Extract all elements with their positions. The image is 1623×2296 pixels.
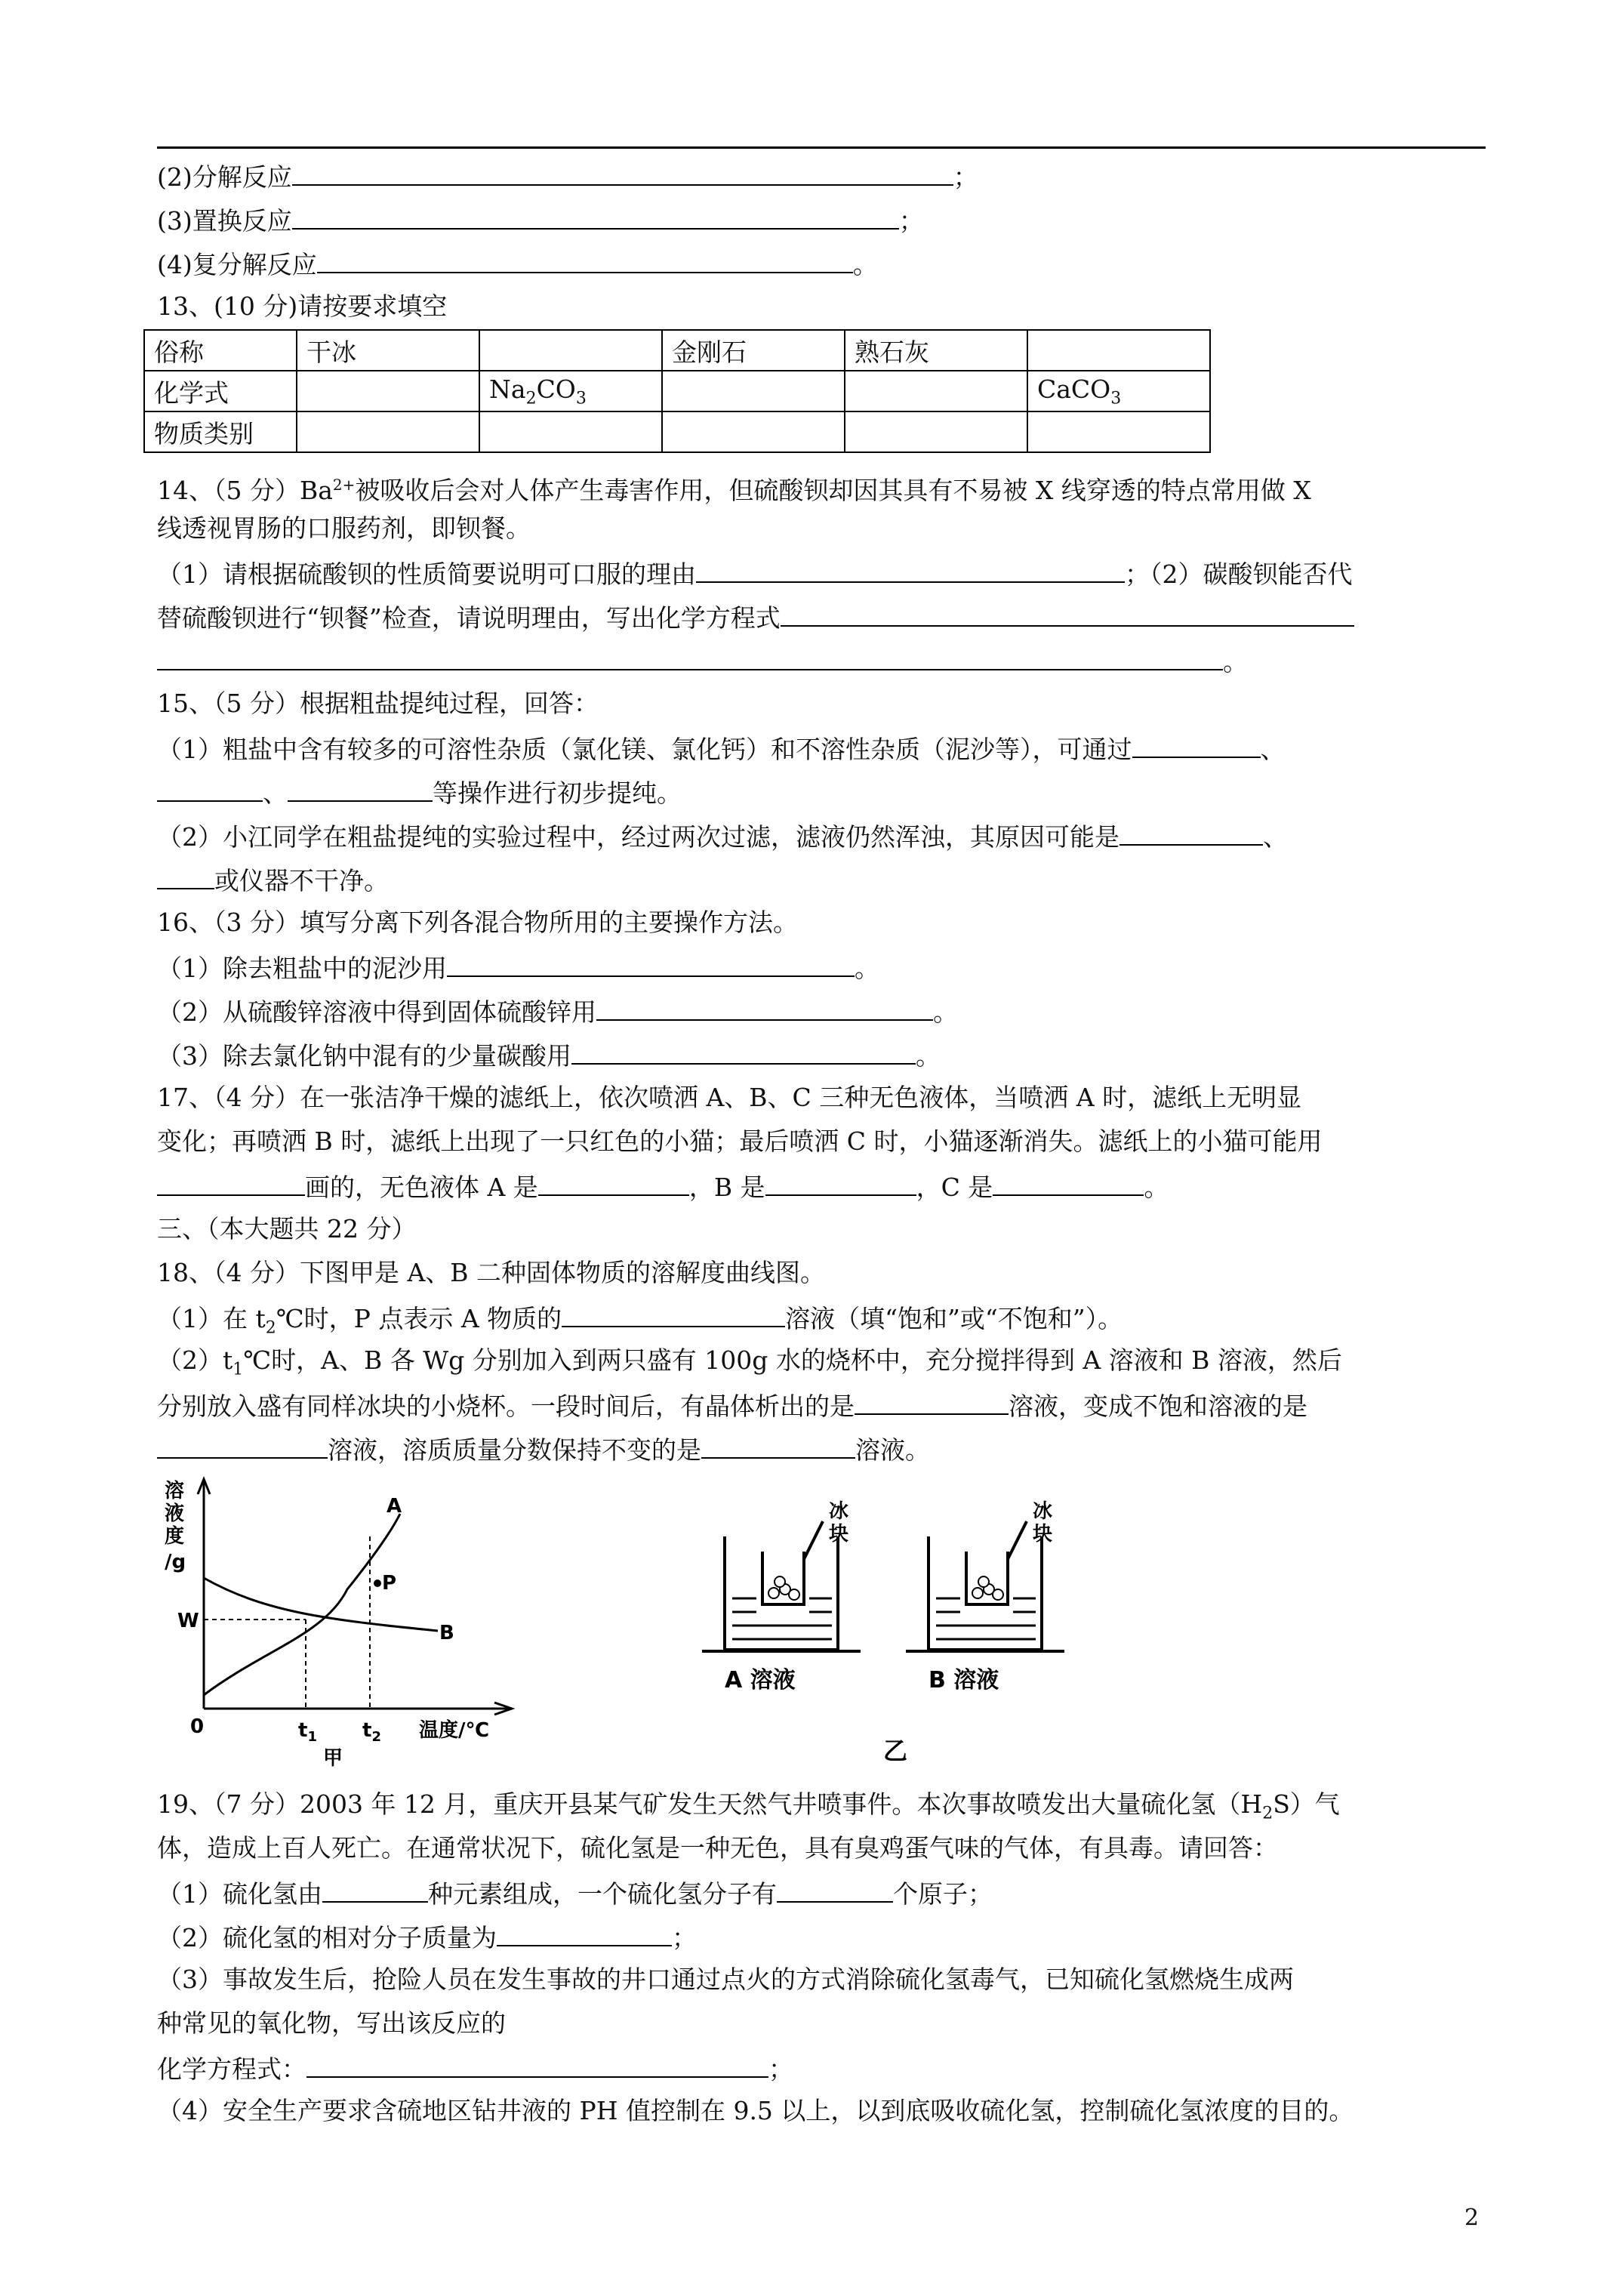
cell-blank: [662, 411, 845, 452]
ice-pointer-a: [804, 1521, 823, 1559]
q16-line-1: 16、（3 分）填写分离下列各混合物所用的主要操作方法。: [157, 908, 798, 937]
x-axis-label: 温度/℃: [419, 1719, 489, 1742]
cell-label-category: 物质类别: [144, 411, 297, 452]
q19-line-5: （3）事故发生后，抢险人员在发生事故的井口通过点火的方式消除硫化氢毒气，已知硫化氢燃烧生成两: [157, 1965, 1294, 1994]
fig-yi-caption: 乙: [883, 1737, 908, 1763]
cell-blank: [297, 371, 479, 411]
q15-line-1: 15、（5 分）根据粗盐提纯过程，回答：: [157, 689, 599, 718]
q19-line-8: （4）安全生产要求含硫地区钻井液的 PH 值控制在 9.5 以上，以到底吸收硫化氢，控制硫化氢浓度的目的。: [157, 2096, 1354, 2125]
cell-label-formula: 化学式: [144, 371, 297, 411]
beaker-b-label: B 溶液: [929, 1667, 999, 1693]
y-label-char: 液: [165, 1502, 185, 1525]
q18-line-4: 分别放入盛有同样冰块的小烧杯。一段时间后，有晶体析出的是 溶液，变成不饱和溶液的是: [157, 1389, 1307, 1422]
q15-line-4: （2）小江同学在粗盐提纯的实验过程中，经过两次过滤，滤液仍然浑浊，其原因可能是 、: [157, 820, 1288, 852]
q15-line-3: 、 等操作进行初步提纯。: [157, 776, 682, 809]
cell-blank: [845, 411, 1027, 452]
cell-na2co3: $Na_2CO_3$: [479, 371, 662, 411]
cell-blank: [479, 330, 662, 371]
cell-blank: [1027, 330, 1210, 371]
q16-line-2: （1）除去粗盐中的泥沙用 。: [157, 951, 879, 984]
fig-jia-caption: 甲: [323, 1747, 343, 1770]
cell-blank: [662, 371, 845, 411]
ice-label: 块: [1033, 1523, 1053, 1546]
q14-line-2: 线透视胃肠的口服药剂，即钡餐。: [157, 513, 531, 543]
ice-label: 冰: [829, 1500, 849, 1523]
y-label-char: /g: [165, 1551, 186, 1573]
t1-label: $t_1$: [298, 1719, 317, 1745]
q19-line-2: 体，造成上百人死亡。在通常状况下，硫化氢是一种无色，具有臭鸡蛋气味的气体，有具毒。请回答：: [157, 1833, 1278, 1863]
q16-line-4: （3）除去氯化钠中混有的少量碳酸用 。: [157, 1039, 941, 1071]
curve-b: [204, 1578, 438, 1631]
cell-diamond: 金刚石: [662, 330, 845, 371]
q14-line-5: 。: [157, 645, 1248, 677]
header-rule: [157, 146, 1486, 149]
q16-line-3: （2）从硫酸锌溶液中得到固体硫酸锌用 。: [157, 995, 958, 1028]
q19-line-7: 化学方程式： ；: [157, 2052, 793, 2085]
cell-dry-ice: 干冰: [297, 330, 479, 371]
solubility-chart: [151, 1469, 528, 1771]
q13-table: [143, 329, 1211, 453]
cell-slaked-lime: 熟石灰: [845, 330, 1027, 371]
q13-title: 13、(10 分)请按要求填空: [157, 291, 448, 321]
q12-line-2: (2)分解反应 ；: [157, 160, 978, 193]
point-p: [374, 1579, 381, 1587]
curve-a-label: A: [387, 1495, 402, 1518]
curve-b-label: B: [439, 1622, 454, 1644]
q12-line-3: (3)置换反应 ；: [157, 204, 924, 236]
page-number: 2: [1464, 2205, 1480, 2231]
q19-line-3: （1）硫化氢由 种元素组成，一个硫化氢分子有 个原子；: [157, 1877, 993, 1909]
q15-line-5: 或仪器不干净。: [157, 864, 389, 896]
q14-line-1: 14、（5 分）$Ba^{2+}$被吸收后会对人体产生毒害作用，但硫酸钡却因其具有不易被 X 线穿透的特点常用做 X: [157, 476, 1311, 505]
cell-blank: [845, 371, 1027, 411]
t2-label: $t_2$: [362, 1719, 381, 1745]
y-label-char: 度: [165, 1525, 185, 1548]
q14-line-4: 替硫酸钡进行“钡餐”检查，请说明理由，写出化学方程式: [157, 601, 1354, 633]
ice-label: 块: [829, 1523, 849, 1546]
q19-line-4: （2）硫化氢的相对分子质量为 ；: [157, 1921, 697, 1953]
q19-line-6: 种常见的氧化物，写出该反应的: [157, 2008, 506, 2038]
beaker-a-label: A 溶液: [725, 1667, 796, 1693]
q19-line-1: 19、（7 分）2003 年 12 月，重庆开县某气矿发生天然气井喷事件。本次事故喷发出大量硫化氢$(H_2S)$气: [157, 1789, 1340, 1823]
q18-line-2: （1）在 $t_2℃$时，P 点表示 A 物质的 溶液（填“饱和”或“不饱和”）。: [157, 1302, 1123, 1344]
q18-line-3: $(2)t_1℃$时，A、B 各 Wg 分别加入到两只盛有 100g 水的烧杯中，充分搅拌得到 A 溶液和 B 溶液，然后: [157, 1345, 1342, 1379]
ice-pointer-b: [1008, 1521, 1027, 1559]
beaker-figure: [702, 1499, 1125, 1763]
q17-line-1: 17、（4 分）在一张洁净干燥的滤纸上，依次喷洒 A、B、C 三种无色液体，当喷洒 A 时，滤纸上无明显: [157, 1083, 1302, 1112]
section-3-heading: 三、（本大题共 22 分）: [157, 1214, 417, 1244]
q18-line-5: 溶液，溶质质量分数保持不变的是 溶液。: [157, 1433, 930, 1465]
q17-line-3: 画的，无色液体 A 是 ，B 是 ，C 是 。: [157, 1170, 1169, 1203]
q14-line-3: （1）请根据硫酸钡的性质简要说明可口服的理由 ；（2）碳酸钡能否代: [157, 557, 1353, 590]
q15-line-2: （1）粗盐中含有较多的可溶性杂质（氯化镁、氯化钙）和不溶性杂质（泥沙等），可通过 、: [157, 732, 1286, 765]
cell-blank: [479, 411, 662, 452]
q12-line-4: (4)复分解反应 。: [157, 248, 878, 280]
cell-caco3: CaCO$_3$: [1027, 371, 1210, 411]
ice-label: 冰: [1033, 1500, 1053, 1523]
cell-label-common-name: 俗称: [144, 330, 297, 371]
q17-line-2: 变化；再喷洒 B 时，滤纸上出现了一只红色的小猫；最后喷洒 C 时，小猫逐渐消失。滤纸上的小猫可能用: [157, 1126, 1323, 1156]
point-p-label: P: [382, 1572, 397, 1595]
cell-blank: [1027, 411, 1210, 452]
origin-label: 0: [190, 1715, 205, 1738]
w-label: W: [177, 1610, 199, 1632]
cell-blank: [297, 411, 479, 452]
y-label-char: 溶: [165, 1480, 185, 1502]
q18-line-1: 18、（4 分）下图甲是 A、B 二种固体物质的溶解度曲线图。: [157, 1258, 826, 1287]
